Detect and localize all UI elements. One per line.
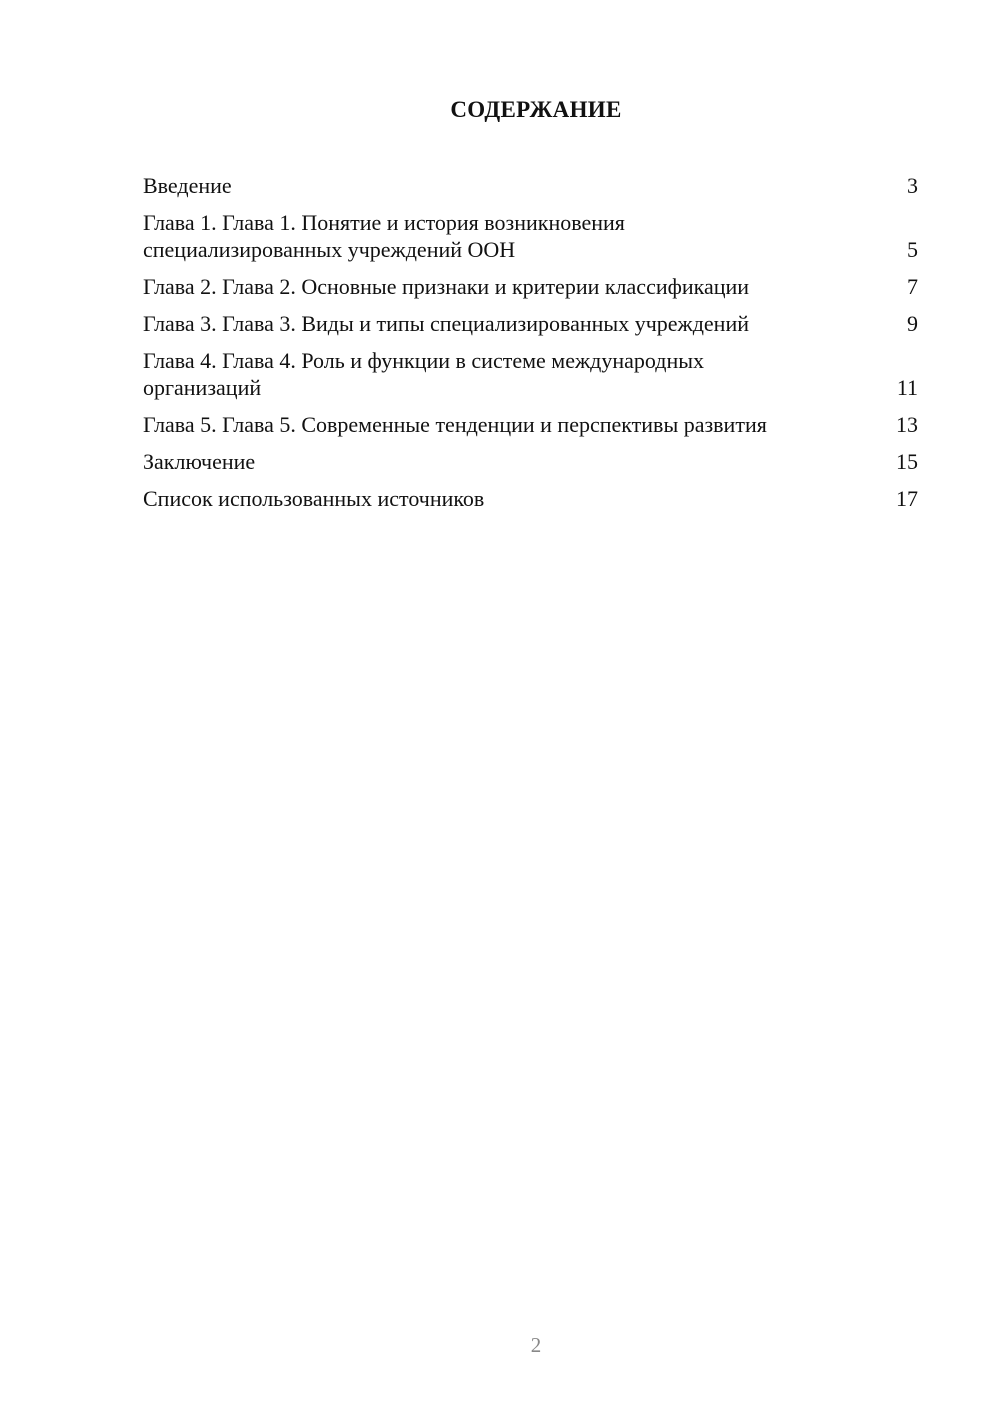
toc-title: СОДЕРЖАНИЕ bbox=[450, 97, 622, 122]
toc-entry-references bbox=[143, 485, 918, 512]
toc-entry-text: Глава 4. Глава 4. Роль и функции в системе международных организаций bbox=[143, 348, 704, 400]
toc-entry-page: 3 bbox=[907, 173, 918, 198]
toc-entry-chapter-3 bbox=[143, 310, 918, 337]
toc-entry-text: Список использованных источников bbox=[143, 486, 485, 511]
toc-entry-chapter-1 bbox=[143, 209, 918, 263]
toc-entry-page: 15 bbox=[896, 449, 918, 474]
table-of-contents bbox=[143, 172, 918, 522]
toc-entry-page: 11 bbox=[896, 375, 918, 400]
toc-entry-page: 9 bbox=[907, 311, 918, 336]
page-number: 2 bbox=[530, 1333, 542, 1357]
toc-entry-text: Глава 5. Глава 5. Современные тенденции и перспективы развития bbox=[143, 412, 767, 437]
toc-entry-chapter-5 bbox=[143, 411, 918, 438]
toc-entry-page: 5 bbox=[907, 237, 918, 262]
toc-entry-text: Глава 1. Глава 1. Понятие и история возникновения специализированных учреждений ООН bbox=[143, 210, 625, 262]
toc-entry-text: Введение bbox=[143, 173, 232, 198]
toc-entry-chapter-2 bbox=[143, 273, 918, 300]
toc-entry-text: Глава 2. Глава 2. Основные признаки и критерии классификации bbox=[143, 274, 750, 299]
toc-entry-text: Глава 3. Глава 3. Виды и типы специализированных учреждений bbox=[143, 311, 749, 336]
toc-entry-page: 13 bbox=[896, 412, 918, 437]
toc-entry-text: Заключение bbox=[143, 449, 256, 474]
toc-entry-page: 17 bbox=[896, 486, 918, 511]
toc-entry-introduction bbox=[143, 172, 918, 199]
toc-entry-conclusion bbox=[143, 448, 918, 475]
toc-entry-page: 7 bbox=[907, 274, 918, 299]
toc-entry-chapter-4 bbox=[143, 347, 918, 401]
